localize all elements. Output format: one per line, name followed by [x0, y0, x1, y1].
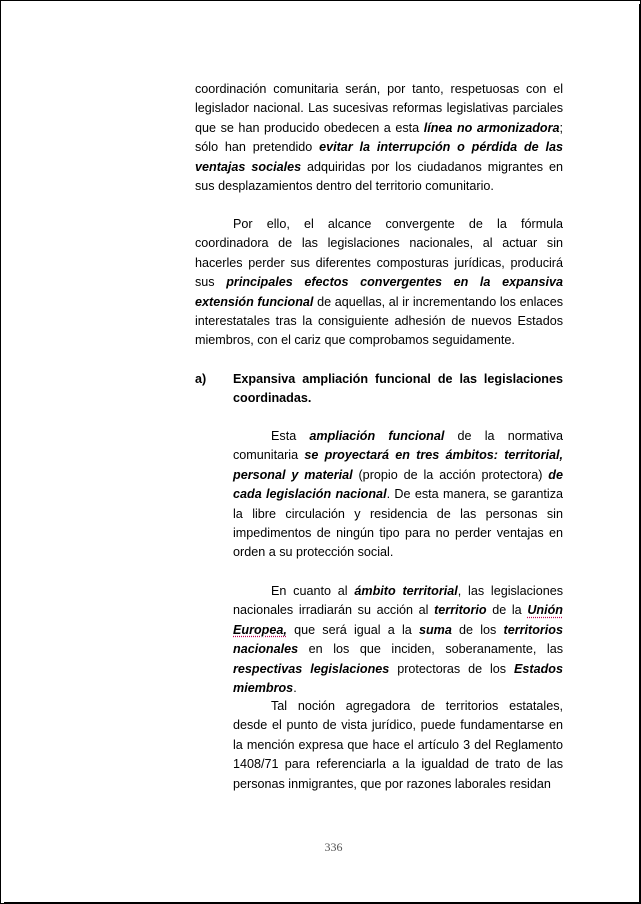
paragraph-3-text: de la normativa comunitaria: [233, 429, 563, 463]
paragraph-3: [233, 427, 563, 563]
paragraph-4-emphasis: ámbito territorial: [354, 584, 458, 598]
paragraph-4-emphasis: territorios nacionales: [233, 622, 563, 657]
paragraph-3-emphasis: se proyectará en tres ámbitos: territorial, personal y material: [233, 448, 563, 482]
paragraph-5: [233, 697, 563, 794]
paragraph-2-emphasis: principales efectos convergentes en la expansiva extensión funcional: [195, 275, 563, 309]
paragraph-5-text: Tal noción agregadora de territorios estatales, desde el punto de vista jurídico, puede fundamentarse en la mención expresa que hace el artículo 3 del Reglamento 1408/71 para referenciarla a la igualdad de trato de las personas inmigrantes, que por razones laborales residan: [233, 699, 563, 791]
paragraph-4-text: que será igual a la: [286, 622, 419, 637]
paragraph-4-emphasis: suma: [418, 622, 452, 637]
paragraph-4-emphasis: Estados miembros: [233, 661, 563, 696]
paragraph-3-emphasis: de cada legislación nacional: [233, 467, 563, 502]
paragraph-4-text: .: [293, 681, 297, 696]
paragraph-1-emphasis: evitar la interrupción o pérdida de las ventajas sociales: [195, 140, 563, 174]
section-heading: [195, 370, 563, 409]
paragraph-2-text: Por ello, el alcance convergente de la fórmula coordinadora de las legislaciones nacionales, al actuar sin hacerles perder sus diferentes composturas jurídicas, producirá sus: [195, 217, 563, 290]
paragraph-4-text: protectoras de los: [389, 661, 514, 676]
paragraph-1-text: adquiridas por los ciudadanos migrantes en sus desplazamientos dentro del territorio comunitario.: [195, 159, 563, 194]
section-title: Expansiva ampliación funcional de las legislaciones coordinadas.: [233, 372, 563, 406]
paragraph-4-emphasis: territorio: [434, 603, 487, 618]
paragraph-1: [195, 80, 563, 196]
section-marker: a): [195, 372, 207, 386]
paragraph-1-text: ; sólo han pretendido: [195, 120, 563, 155]
paragraph-3-text: Esta: [271, 429, 310, 443]
paragraph-4-text: En cuanto al: [271, 584, 355, 598]
paragraph-4-text: de la: [486, 603, 528, 618]
paragraph-4-text: en los que inciden, soberanamente, las: [298, 642, 563, 657]
paragraph-3-emphasis: ampliación funcional: [309, 429, 445, 443]
paragraph-3-text: (propio de la acción protectora): [352, 467, 549, 482]
paragraph-2: [195, 215, 563, 351]
page-number: 336: [324, 840, 343, 854]
paragraph-1-text: coordinación comunitaria serán, por tanto, respetuosas con el legislador nacional. Las sucesivas reformas legislativas parciales que se han producido obedecen a esta: [195, 82, 563, 135]
paragraph-3-text: . De esta manera, se garantiza la libre circulación y residencia de las personas sin impedimentos de ningún tipo para no perder ventajas en orden a su protección social.: [233, 487, 563, 560]
paragraph-4: [233, 582, 563, 698]
paragraph-4-text: , las legislaciones nacionales irradiarán su acción al: [233, 584, 564, 618]
paragraph-2-text: de aquellas, al ir incrementando los enlaces interestatales tras la consiguiente adhesión de nuevos Estados miembros, con el cariz que comprobamos seguidamente.: [195, 294, 563, 348]
paragraph-4-emphasis: Unión Europea,: [233, 603, 563, 637]
paragraph-4-emphasis: respectivas legislaciones: [233, 661, 390, 676]
paragraph-1-emphasis: línea no armonizadora: [423, 120, 560, 135]
paragraph-4-text: de los: [451, 622, 504, 637]
